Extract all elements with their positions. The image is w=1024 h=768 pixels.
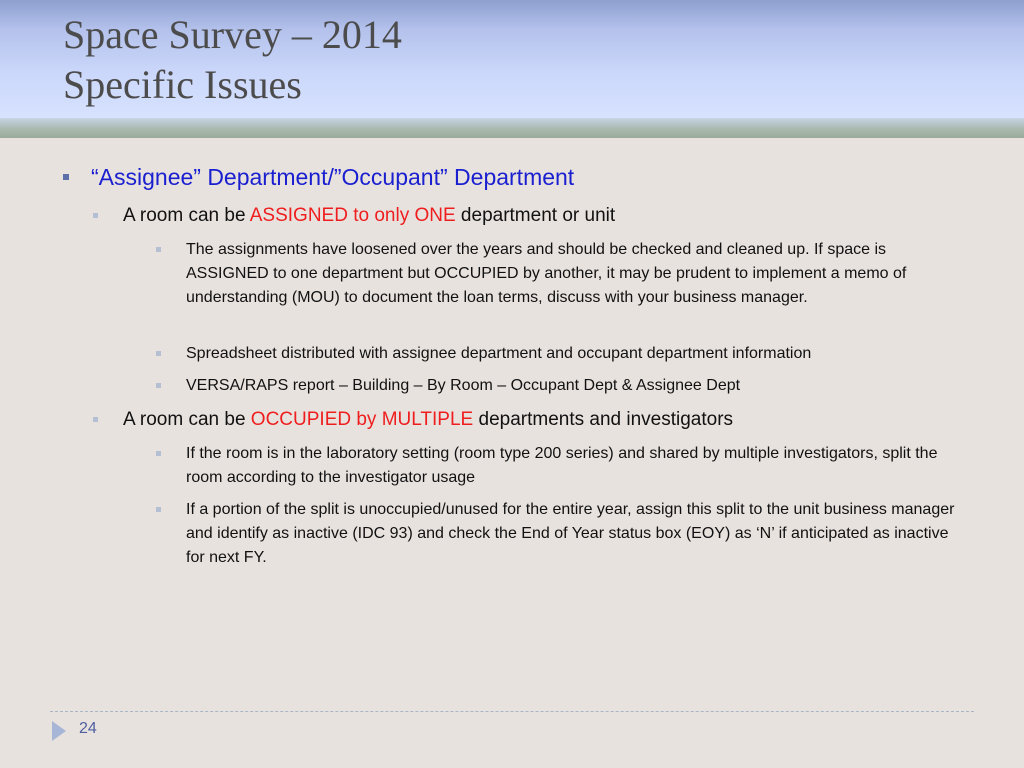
bullet-level3-versa-report [186,374,966,398]
triangle-arrow-icon [52,721,66,741]
bullet-level3-spreadsheet [186,342,966,366]
bullet-level3-assignments-loosened [186,238,966,310]
square-bullet-icon [156,507,161,512]
bullet-text-highlight: ASSIGNED to only ONE [249,205,456,226]
title-banner-divider [0,118,1024,138]
square-bullet-icon [63,174,69,180]
bullet-text: Spreadsheet distributed with assignee department and occupant department information [186,345,812,362]
bullet-level3-unoccupied-split [186,498,966,570]
bullet-text-prefix: A room can be [123,409,251,430]
square-bullet-icon [156,383,161,388]
footer-divider [50,711,974,712]
page-number: 24 [79,720,97,737]
bullet-text: “Assignee” Department/”Occupant” Department [91,164,575,190]
slide-title-line-2: Specific Issues [63,62,302,107]
square-bullet-icon [156,247,161,252]
bullet-level1-departments [91,163,971,191]
bullet-text: VERSA/RAPS report – Building – By Room – Occupant Dept & Assignee Dept [186,377,741,394]
square-bullet-icon [93,213,98,218]
bullet-level2-assigned [123,204,973,228]
slide-title [63,10,402,110]
bullet-text: If the room is in the laboratory setting (room type 200 series) and shared by multiple investigators, split the room according to the investigator usage [186,445,938,486]
slide-title-line-1: Space Survey – 2014 [63,12,402,57]
bullet-text-highlight: OCCUPIED by MULTIPLE [250,409,474,430]
square-bullet-icon [93,417,98,422]
bullet-text-suffix: departments and investigators [473,409,734,430]
bullet-text: If a portion of the split is unoccupied/unused for the entire year, assign this split to the unit business manager and identify as inactive (IDC 93) and check the End of Year status box (EOY) as ‘N’ if anticipated as inactive for next FY. [186,501,955,566]
bullet-text-suffix: department or unit [455,205,616,226]
bullet-text-prefix: A room can be [123,205,250,226]
square-bullet-icon [156,451,161,456]
square-bullet-icon [156,351,161,356]
bullet-text: The assignments have loosened over the years and should be checked and cleaned up. If space is ASSIGNED to one department but OCCUPIED by another, it may be prudent to implement a memo of understanding (MOU) to document the loan terms, discuss with your business manager. [186,241,907,306]
bullet-level2-occupied [123,408,973,432]
bullet-level3-laboratory-split [186,442,966,490]
